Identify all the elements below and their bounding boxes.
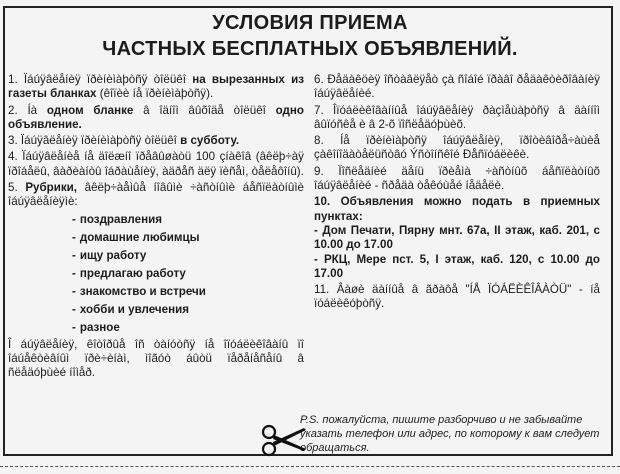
rubric-label: знакомство и встречи <box>79 284 206 298</box>
rubric-list <box>8 212 304 335</box>
rule-number: 4. <box>8 150 18 164</box>
rubric-label: разное <box>79 320 120 334</box>
rubric-item: - поздравления <box>72 212 162 226</box>
rubric-item: - хобби и увлечения <box>72 302 190 316</box>
rule-number: 6. <box>314 73 324 86</box>
rule-item-9 <box>314 165 600 194</box>
address-dom-pechati: - Дом Печати, Пярну мнт. 67а, II этаж, каб. 201, с 10.00 до 17.00 <box>314 223 600 252</box>
rubric-item: - знакомство и встречи <box>72 284 206 298</box>
title-line-2: ЧАСТНЫХ БЕСПЛАТНЫХ ОБЪЯВЛЕНИЙ. <box>102 38 518 60</box>
scissors-icon <box>260 422 310 458</box>
rubric-label: предлагаю работу <box>79 266 186 280</box>
rule-text: Ïáúÿâëåíèÿ ïðèíèìàþòñÿ òîëüêî <box>23 73 193 86</box>
rule-item-5 <box>8 181 304 210</box>
rule-number: 9. <box>314 164 324 178</box>
rule-number: 2. <box>8 103 18 117</box>
rule-number: 7. <box>314 103 324 117</box>
left-column <box>8 73 304 383</box>
rule-number: 3. <box>8 134 18 148</box>
rule-item-10 <box>314 195 600 281</box>
rubric-label: домашние любимцы <box>79 230 200 244</box>
rule-text: Ïáúÿâëåíèÿ ïðèíèìàþòñÿ òîëüêî <box>20 134 181 148</box>
rule-text: Íà <box>27 103 47 117</box>
address-rkc: - РКЦ, Мере пст. 5, I этаж, каб. 120, с 10.00 до 17.00 <box>314 252 600 280</box>
rule-emphasis: Объявления можно подать в приемных пунктах: <box>314 195 600 223</box>
rubric-item: - разное <box>72 320 120 334</box>
rubric-label: хобби и увлечения <box>79 302 190 316</box>
page-title <box>0 10 620 62</box>
rule-text: â îäíîì âûõîäå òîëüêî <box>133 103 276 117</box>
rule-number: 1. <box>8 73 18 86</box>
ps-note: P.S. пожалуйста, пишите разборчиво и не забывайте указать телефон или адрес, по которому к вам следует обращаться. <box>300 414 600 454</box>
rule-text: Íå ïðèíèìàþòñÿ îáúÿâëåíèÿ, ïðîòèâîðå÷àùèå çàêîíîäàòåëüñòâó Ýñòîíñêîé Ðåñïóáëèêè. <box>314 134 600 162</box>
rule-text: Âàøè äàííûå â ãðàôå "ÍÅ ÏÓÁËÈÊÎÂÀÒÜ" - íå ïóáëèêóþòñÿ. <box>314 283 600 311</box>
rule-number: 10. <box>314 195 331 209</box>
rubric-item: - предлагаю работу <box>72 266 186 280</box>
rule-text: Ïáúÿâëåíèå íå äîëæíî ïðåâûøàòü 100 çíàêîâ (âêëþ÷àÿ ïðîáåëû, âàðèàíòû îáðàùåíèÿ, àäðåñ äëÿ ïèñåì, òåëåôîíû). <box>8 150 304 178</box>
rule-emphasis: Рубрики, <box>25 181 78 195</box>
rule-tail-note: Î áúÿâëåíèÿ, êîòîðûå îñ òàíóòñÿ íå îïóáëèêîâàíû ïî îáúåêòèâíûì ïðè÷èíàì, ìîãóò áûòü ïåðåíåñåíû â ñëåäóþùèé íîìåð. <box>8 337 304 380</box>
rule-number: 8. <box>314 134 324 148</box>
rule-text: (êîïèè íå ïðèíèìàþòñÿ). <box>96 87 214 101</box>
rule-text: Îïóáëèêîâàííûå îáúÿâëåíèÿ ðàçìåùàþòñÿ â äàííîì âûïóñêå è â 2-õ ïîñëåäóþùèõ. <box>314 103 600 131</box>
rule-item-2 <box>8 104 304 133</box>
rule-item-7 <box>314 104 600 133</box>
rule-item-8 <box>314 134 600 163</box>
rule-item-4 <box>8 150 304 179</box>
right-column <box>314 73 600 314</box>
rule-emphasis: одно объявление. <box>8 103 304 131</box>
rule-item-11 <box>314 283 600 312</box>
rule-item-6 <box>314 73 600 102</box>
rule-text: âêëþ÷àåìûå íîâûìè ÷àñòíûìè áåñïëàòíûìè îáúÿâëåíèÿìè: <box>8 181 304 209</box>
rule-number: 11. <box>314 283 330 297</box>
rubric-label: поздравления <box>79 212 162 226</box>
rule-text: Ïîñëåäíèé äåíü ïðèåìà ÷àñòíûõ áåñïëàòíûõ îáúÿâëåíèé - ñðåäà òåêóùåé íåäåëè. <box>314 164 600 193</box>
rule-item-1 <box>8 73 304 102</box>
rule-emphasis: на вырезанных из газеты бланках <box>8 73 304 101</box>
rule-text: Ðåäàêöèÿ îñòàâëÿåò çà ñîáîé ïðàâî ðåäàêòèðîâàíèÿ îáúÿâëåíèé. <box>314 73 600 101</box>
rubric-item: - домашние любимцы <box>72 230 200 244</box>
title-line-1: УСЛОВИЯ ПРИЕМА <box>212 12 408 34</box>
rule-number: 5. <box>8 181 18 195</box>
rubric-label: ищу работу <box>79 248 147 262</box>
cut-line <box>0 466 620 467</box>
rubric-item: - ищу работу <box>72 248 147 262</box>
rule-item-3 <box>8 134 304 148</box>
rule-emphasis: в субботу. <box>180 134 240 148</box>
rule-emphasis: одном бланке <box>46 103 134 117</box>
